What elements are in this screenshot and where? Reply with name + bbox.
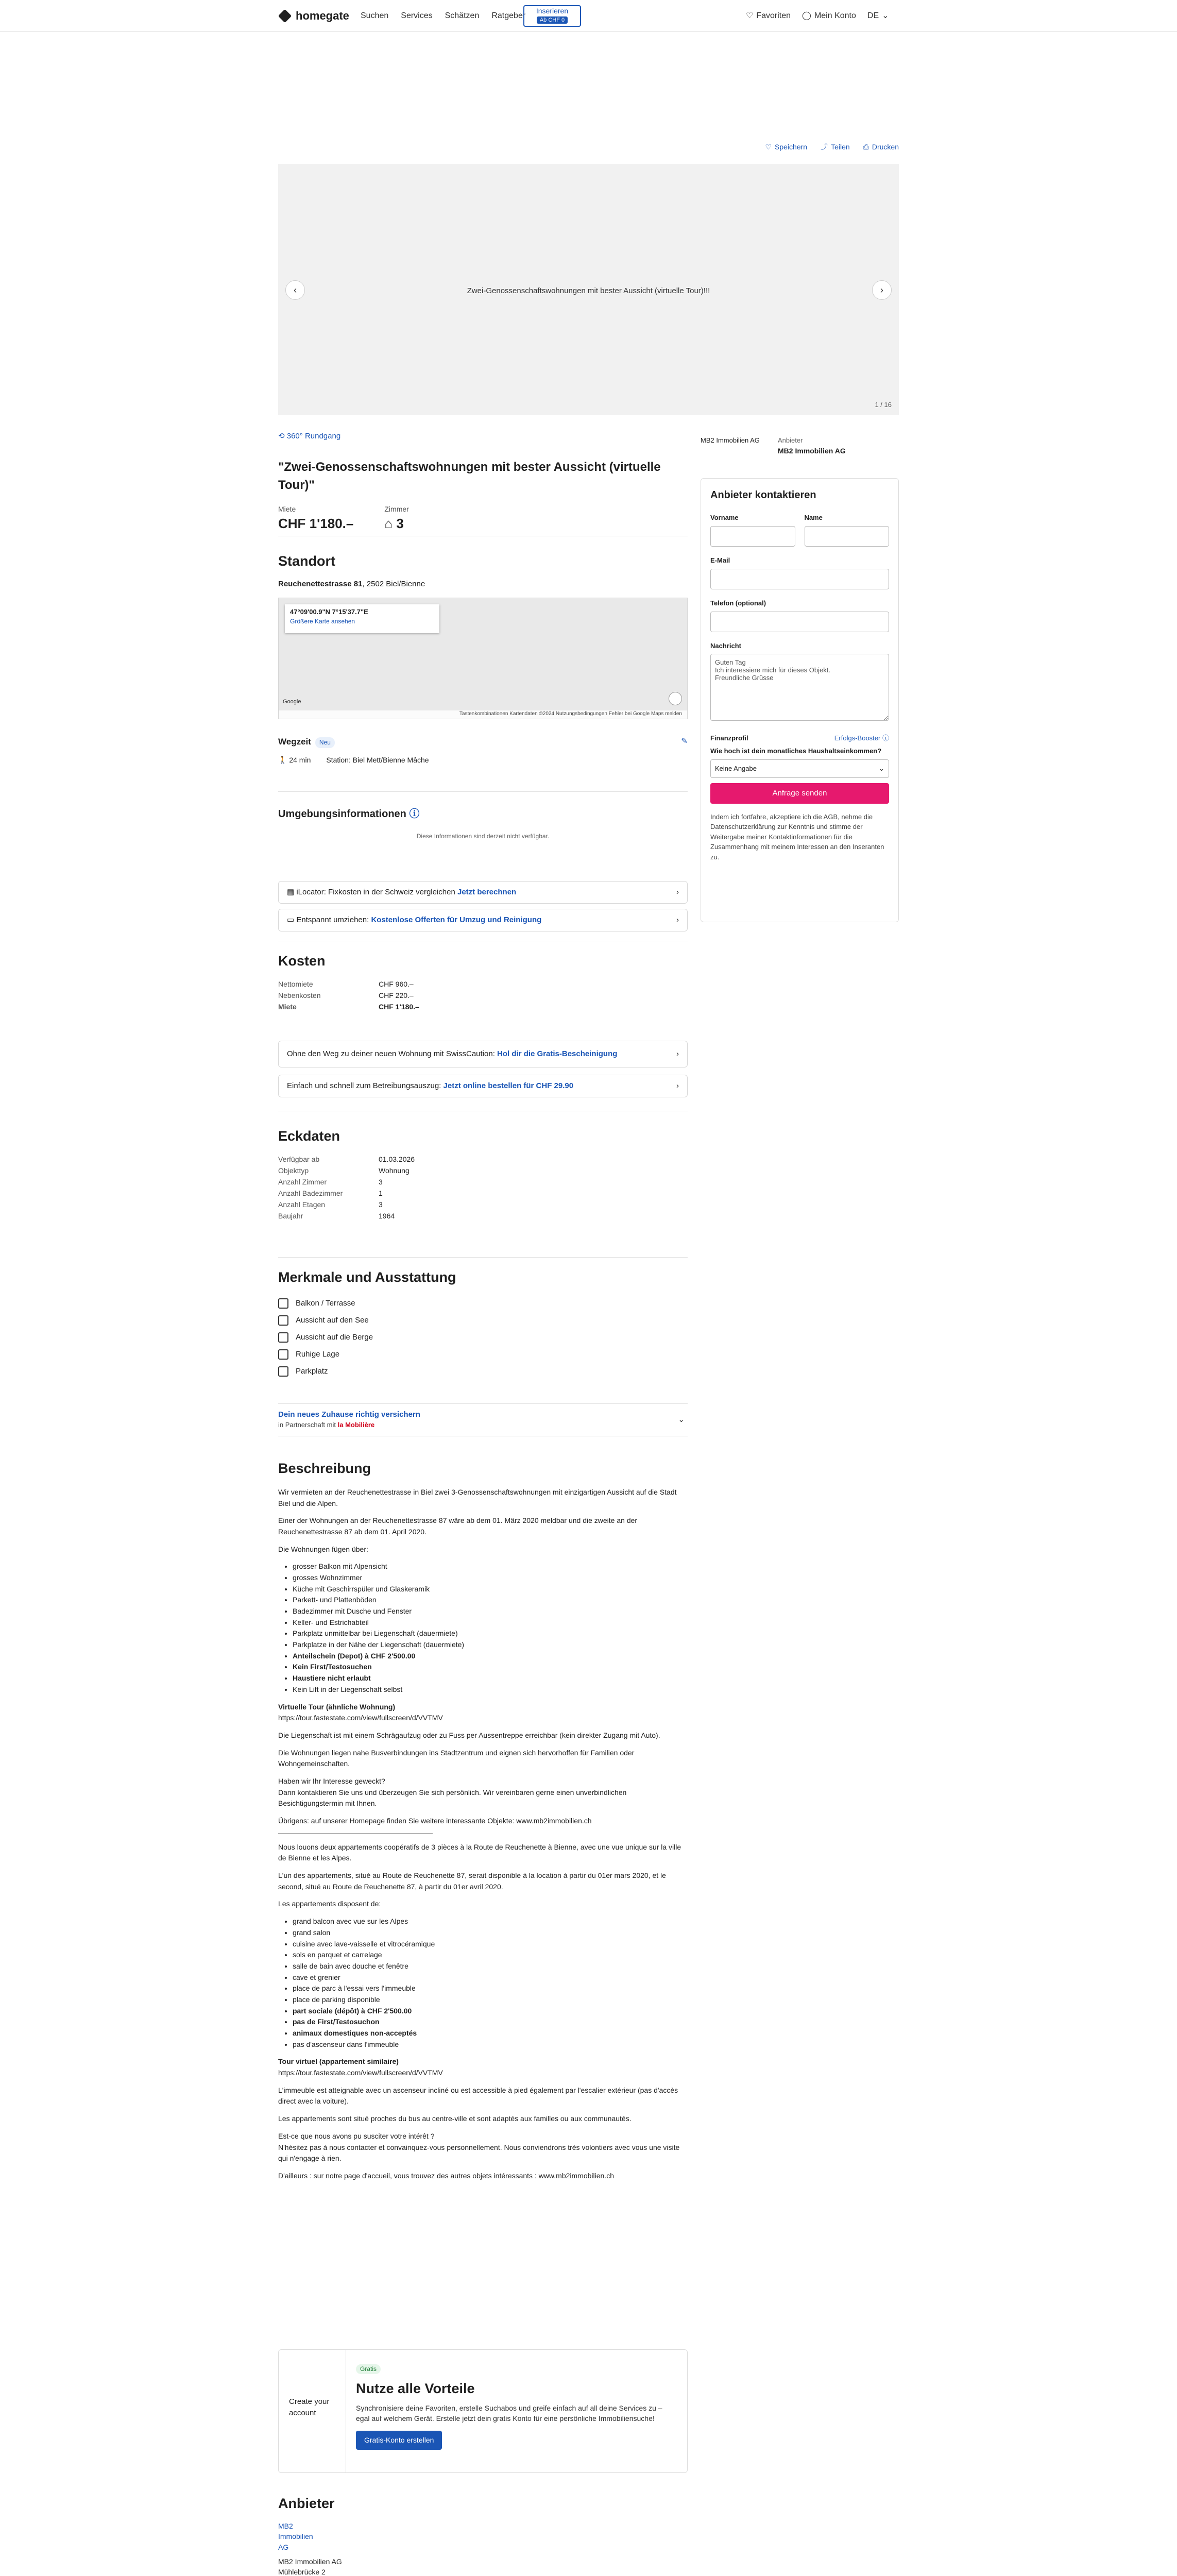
commute-section: Wegzeit Neu ✎ 🚶 24 min Station: Biel Mett/Bienne Mâche: [278, 736, 688, 765]
heart-icon: ♡: [765, 142, 772, 151]
cost-row: Nebenkosten CHF 220.–: [278, 991, 414, 1000]
user-icon: ◯: [802, 11, 811, 20]
balcony-icon: [278, 1298, 288, 1309]
account-promo: [278, 2349, 688, 2473]
income-select[interactable]: Keine Angabe ⌄: [710, 759, 889, 778]
chevron-down-icon: ⌄: [678, 1415, 685, 1424]
costs-heading: Kosten: [278, 953, 326, 969]
image-gallery[interactable]: [278, 164, 899, 415]
gallery-counter: 1 / 16: [875, 401, 892, 409]
truck-icon: ▭: [287, 916, 297, 925]
location-heading: Standort: [278, 553, 335, 569]
nav-search[interactable]: Suchen: [361, 11, 389, 20]
door-icon: ⌂: [384, 515, 397, 531]
features-section: [278, 1267, 688, 1380]
promo-side-label: Create your account: [289, 2397, 330, 2417]
promo-title: Nutze alle Vorteile: [356, 2380, 475, 2396]
rooms-value: 3: [396, 515, 404, 531]
tour-url[interactable]: https://tour.fastestate.com/view/fullscreen/d/VVTMV: [278, 1714, 443, 1722]
nav-guide[interactable]: Ratgeber: [491, 11, 526, 20]
calculator-icon: ▦: [287, 888, 297, 897]
info-icon[interactable]: ⓘ: [882, 734, 889, 742]
contact-form-title: Anbieter kontaktieren: [710, 489, 816, 501]
feature-item: Balkon / Terrasse: [278, 1295, 688, 1312]
parking-icon: [278, 1366, 288, 1377]
top-header: [0, 0, 1177, 32]
cost-row: Nettomiete CHF 960.–: [278, 980, 414, 989]
account-link[interactable]: ◯ Mein Konto: [802, 10, 856, 22]
homegate-logo[interactable]: homegate: [278, 8, 349, 24]
fact-row: Objekttyp Wohnung: [278, 1166, 410, 1175]
provider-section: Anbieter MB2 Immobilien AG MB2 Immobilien AG Mühlebrücke 2: [278, 2494, 688, 2576]
amenities-list-fr: • grand balcon avec vue sur les Alpes • grand salon • cuisine avec lave-vaisselle et vitrocéramique • sols en parquet et carrelage • salle de bain avec douche et fenêtre • cave et grenier • place de parc à l'essai vers l'immeuble • place de parking disponible • part sociale (dépôt) à CHF 2'500.00 • pas de First/Testosuchon • animaux domestiques non-acceptés • pas d'ascenseur dans l'immeuble: [293, 1916, 688, 2050]
key-data-section: [278, 1126, 688, 1222]
ilocator-link[interactable]: ▦ iLocator: Fixkosten in der Schweiz vergleichen Jetzt berechnen ›: [278, 881, 688, 904]
nav-estimate[interactable]: Schätzen: [445, 11, 480, 20]
insert-listing-button[interactable]: Inserieren Ab CHF 0: [523, 5, 581, 27]
price-badge: Ab CHF 0: [537, 16, 568, 24]
tour-url-fr[interactable]: https://tour.fastestate.com/view/fullscreen/d/VVTMV: [278, 2069, 443, 2077]
tour-360-icon: ⟲: [278, 432, 287, 440]
message-textarea[interactable]: [710, 654, 889, 721]
agency-name[interactable]: MB2 Immobilien AG: [701, 436, 760, 444]
mountain-view-icon: [278, 1332, 288, 1343]
provider-heading: Anbieter: [278, 2496, 335, 2511]
info-icon[interactable]: ⓘ: [409, 808, 420, 820]
logo-mark-icon: [278, 9, 292, 23]
email-field[interactable]: [710, 569, 889, 589]
phone-field[interactable]: [710, 612, 889, 632]
save-button[interactable]: ♡ Speichern: [765, 139, 807, 155]
amenities-list: • grosser Balkon mit Alpensicht • grosses Wohnzimmer • Küche mit Geschirrspüler und Glaskeramik • Parkett- und Plattenböden • Badezimmer mit Dusche und Fenster • Keller- und Estrichabteil • Parkplatz unmittelbar bei Liegenschaft (dauermiete) • Parkplatze in der Nähe der Liegenschaft (dauermiete) • Anteilschein (Depot) à CHF 2'500.00 • Kein First/Testosuchen • Haustiere nicht erlaubt • Kein Lift in der Liegenschaft selbst: [293, 1561, 688, 1695]
contact-form: Anbieter kontaktieren Vorname Name E-Mail Telefon (optional) Nachricht Guten Tag Ich interessiere mich für dieses Objekt. Freundliche Grüsse Finanzprofil Erfolgs-Booster ⓘ Wie hoch ist dein monatliches Haushaltseinkommen? Keine Angabe ⌄ Anfrage senden Indem ich fortfahre, akzeptiere ich die AGB, nehme die Datenschutzerklärung zur Kenntnis und stimme der Weitergabe meiner Kontaktinformationen für die Zusammenhang mit meinem Interessen an den Inseranten zu.: [701, 478, 899, 922]
location-section: [278, 551, 688, 590]
cost-row: Miete CHF 1'180.–: [278, 1003, 419, 1011]
fact-row: Verfügbar ab 01.03.2026: [278, 1155, 415, 1164]
key-data-heading: Eckdaten: [278, 1128, 340, 1144]
key-facts: [278, 504, 688, 534]
rooms-fact: Zimmer ⌂ 3: [384, 504, 409, 531]
larger-map-link[interactable]: Größere Karte ansehen: [290, 617, 355, 625]
chevron-down-icon: ⌄: [879, 764, 884, 772]
chevron-right-icon: ›: [676, 888, 679, 897]
commute-heading: Wegzeit: [278, 737, 311, 747]
free-badge: Gratis: [356, 2364, 381, 2374]
agency-header: MB2 Immobilien AG Anbieter MB2 Immobilien AG: [701, 436, 899, 457]
new-badge: Neu: [315, 737, 335, 748]
description-section: Beschreibung Wir vermieten an der Reuchenettestrasse in Biel zwei 3-Genossenschaftswohnungen mit einzigartigen Aussicht auf die Stadt Biel und die Alpen. Einer der Wohnungen an der Reuchenettestrasse 87 wäre ab dem 01. März 2020 meldbar und die zweite an der Reuchenettestrasse 87 ab dem 01. April 2020. Die Wohnungen fügen über: • grosser Balkon mit Alpensicht • grosses Wohnzimmer • Küche mit Geschirrspüler und Glaskeramik • Parkett- und Plattenböden • Badezimmer mit Dusche und Fenster • Keller- und Estrichabteil • Parkplatz unmittelbar bei Liegenschaft (dauermiete) • Parkplatze in der Nähe der Liegenschaft (dauermiete) • Anteilschein (Depot) à CHF 2'500.00 • Kein First/Testosuchen • Haustiere nicht erlaubt • Kein Lift in der Liegenschaft selbst Virtuelle Tour (ähnliche Wohnung) https://tour.fastestate.com/view/fullscreen/d/VVTMV Die Liegenschaft ist mit einem Schrägaufzug oder zu Fuss per Aussentreppe erreichbar (kein direkter Zugang mit Auto). Die Wohnungen liegen nahe Busverbindungen ins Stadtzentrum und eignen sich hervorhoffen für Familien oder Wohngemeinschaften. Haben wir Ihr Interesse geweckt? Dann kontaktieren Sie uns und überzeugen Sie sich persönlich. Wir vereinbaren gerne einen unverbindlichen Besichtigungstermin mit Ihnen. Übrigens: auf unserer Homepage finden Sie weitere interessante Objekte: www.mb2immobilien.ch Nous louons deux appartements coopératifs de 3 pièces à la Route de Reuchenette à Bienne, avec une vue unique sur la ville de Bienne et les Alpes. L'un des appartements, situé au Route de Reuchenette 87, serait disponible à la location à partir du 01er mars 2020, et le second, situé au Route de Reuchenette 87, à partir du 01er avril 2020. Les appartements disposent de: • grand balcon avec vue sur les Alpes • grand salon • cuisine avec lave-vaisselle et vitrocéramique • sols en parquet et carrelage • salle de bain avec douche et fenêtre • cave et grenier • place de parc à l'essai vers l'immeuble • place de parking disponible • part sociale (dépôt) à CHF 2'500.00 • pas de First/Testosuchon • animaux domestiques non-acceptés • pas d'ascenseur dans l'immeuble Tour virtuel (appartement similaire) https://tour.fastestate.com/view/fullscreen/d/VVTMV L'immeuble est atteignable avec un ascenseur incliné ou est accessible à pied également par l'escalier extérieur (pas d'accès direct avec la voiture). Les appartements sont situé proches du bus au centre-ville et sont adaptés aux familles ou aux communautés. Est-ce que nous avons pu susciter votre intérêt ? N'hésitez pas à nous contacter et convainquez-vous personnellement. Nous conviendrons très volontiers avec vous une visite qui n'engage à rien. D'ailleurs : sur notre page d'accueil, vous trouvez des autres objets intéressants : www.mb2immobilien.ch: [278, 1458, 688, 2188]
agency-strong: MB2 Immobilien AG: [778, 446, 846, 455]
map-fullscreen-button[interactable]: [669, 692, 682, 705]
print-icon: ⎙: [863, 142, 869, 151]
print-button[interactable]: ⎙ Drucken: [863, 139, 899, 155]
walking-icon: 🚶: [278, 755, 289, 764]
gallery-caption: Zwei-Genossenschaftswohnungen mit bester Aussicht (virtuelle Tour)!!!: [467, 286, 710, 295]
divider: [278, 1257, 688, 1258]
feature-item: Ruhige Lage: [278, 1346, 688, 1363]
send-inquiry-button[interactable]: Anfrage senden: [710, 783, 889, 804]
feature-item: Parkplatz: [278, 1363, 688, 1380]
city-address: , 2502 Biel/Bienne: [362, 580, 425, 589]
chevron-right-icon: ›: [676, 1049, 679, 1059]
google-logo: Google: [283, 699, 301, 705]
gallery-next-button[interactable]: ›: [872, 280, 892, 300]
feature-item: Aussicht auf den See: [278, 1312, 688, 1329]
fact-row: Anzahl Badezimmer 1: [278, 1189, 383, 1198]
mobiliere-logo: la Mobilière: [337, 1420, 375, 1429]
chevron-right-icon: ›: [676, 916, 679, 925]
divider: [278, 791, 688, 792]
promo-text: Synchronisiere deine Favoriten, erstelle Suchabos und greife einfach auf all deine Services zu – egal auf welchem Gerät. Erstelle jetzt dein gratis Konto für eine persönliche Immobiliensuche!: [356, 2403, 662, 2423]
station-name: Station: Biel Mett/Bienne Mâche: [326, 755, 429, 764]
description-heading: Beschreibung: [278, 1461, 371, 1476]
text-rule: [278, 1833, 433, 1834]
first-name-input[interactable]: [710, 526, 795, 547]
listing-main: [278, 459, 688, 534]
main-nav: [361, 10, 525, 22]
fact-row: Anzahl Zimmer 3: [278, 1178, 383, 1187]
gallery-prev-button[interactable]: ‹: [285, 280, 305, 300]
location-map[interactable]: [278, 598, 688, 719]
share-bar: [278, 139, 899, 155]
heart-icon: ♡: [746, 11, 754, 20]
insurance-banner[interactable]: Dein neues Zuhause richtig versichern in Partnerschaft mit la Mobilière ⌄: [278, 1403, 688, 1436]
map-popup: 47°09'00.9"N 7°15'37.7"E Größere Karte ansehen: [285, 604, 439, 633]
surroundings-empty: Diese Informationen sind derzeit nicht verfügbar.: [416, 833, 550, 840]
swisscaution-link[interactable]: Ohne den Weg zu deiner neuen Wohnung mit SwissCaution: Hol dir die Gratis-Bescheinigung ›: [278, 1041, 688, 1067]
chevron-right-icon: ›: [676, 1081, 679, 1091]
create-account-button[interactable]: Gratis-Konto erstellen: [356, 2431, 442, 2449]
surroundings-section: [278, 807, 688, 841]
virtual-tour-link[interactable]: ⟲ 360° Rundgang: [278, 432, 341, 440]
chevron-down-icon: ⌄: [882, 11, 889, 20]
edit-pencil-icon[interactable]: ✎: [681, 737, 688, 745]
debt-register-link[interactable]: Einfach und schnell zum Betreibungsauszug: Jetzt online bestellen für CHF 29.90 ›: [278, 1075, 688, 1097]
features-heading: Merkmale und Ausstattung: [278, 1269, 456, 1285]
language-switch[interactable]: DE ⌄: [867, 10, 889, 22]
user-nav: [746, 10, 889, 22]
street-address: Reuchenettestrasse 81: [278, 580, 363, 589]
rent-value: CHF 1'180.–: [278, 515, 354, 531]
share-icon: ⤴: [821, 142, 828, 151]
fact-row: Baujahr 1964: [278, 1212, 395, 1221]
listing-title: "Zwei-Genossenschaftswohnungen mit bester Aussicht (virtuelle Tour)": [278, 460, 661, 492]
favorites-link[interactable]: ♡ Favoriten: [746, 10, 791, 22]
feature-item: Aussicht auf die Berge: [278, 1329, 688, 1346]
provider-logo-link[interactable]: MB2 Immobilien AG: [278, 2522, 313, 2551]
share-button[interactable]: ⤴ Teilen: [821, 139, 850, 155]
fact-row: Anzahl Etagen 3: [278, 1200, 383, 1209]
costs-section: [278, 951, 688, 1012]
nav-services[interactable]: Services: [401, 11, 433, 20]
moving-offers-link[interactable]: ▭ Entspannt umziehen: Kostenlose Offerten für Umzug und Reinigung ›: [278, 909, 688, 931]
last-name-input[interactable]: [805, 526, 890, 547]
map-attribution: Tastenkombinationen Kartendaten ©2024 Nutzungsbedingungen Fehler bei Google Maps melden: [279, 710, 687, 719]
legal-notice: Indem ich fortfahre, akzeptiere ich die AGB, nehme die Datenschutzerklärung zur Kenntnis und stimme der Weitergabe meiner Kontaktinformationen für die Zusammenhang mit meinem Interessen an den Inseranten zu.: [710, 812, 884, 861]
surroundings-heading: Umgebungsinformationen: [278, 808, 406, 820]
rent-fact: Miete CHF 1'180.–: [278, 504, 353, 534]
success-booster-link[interactable]: Erfolgs-Booster: [834, 734, 881, 742]
lake-view-icon: [278, 1315, 288, 1326]
quiet-icon: [278, 1349, 288, 1360]
